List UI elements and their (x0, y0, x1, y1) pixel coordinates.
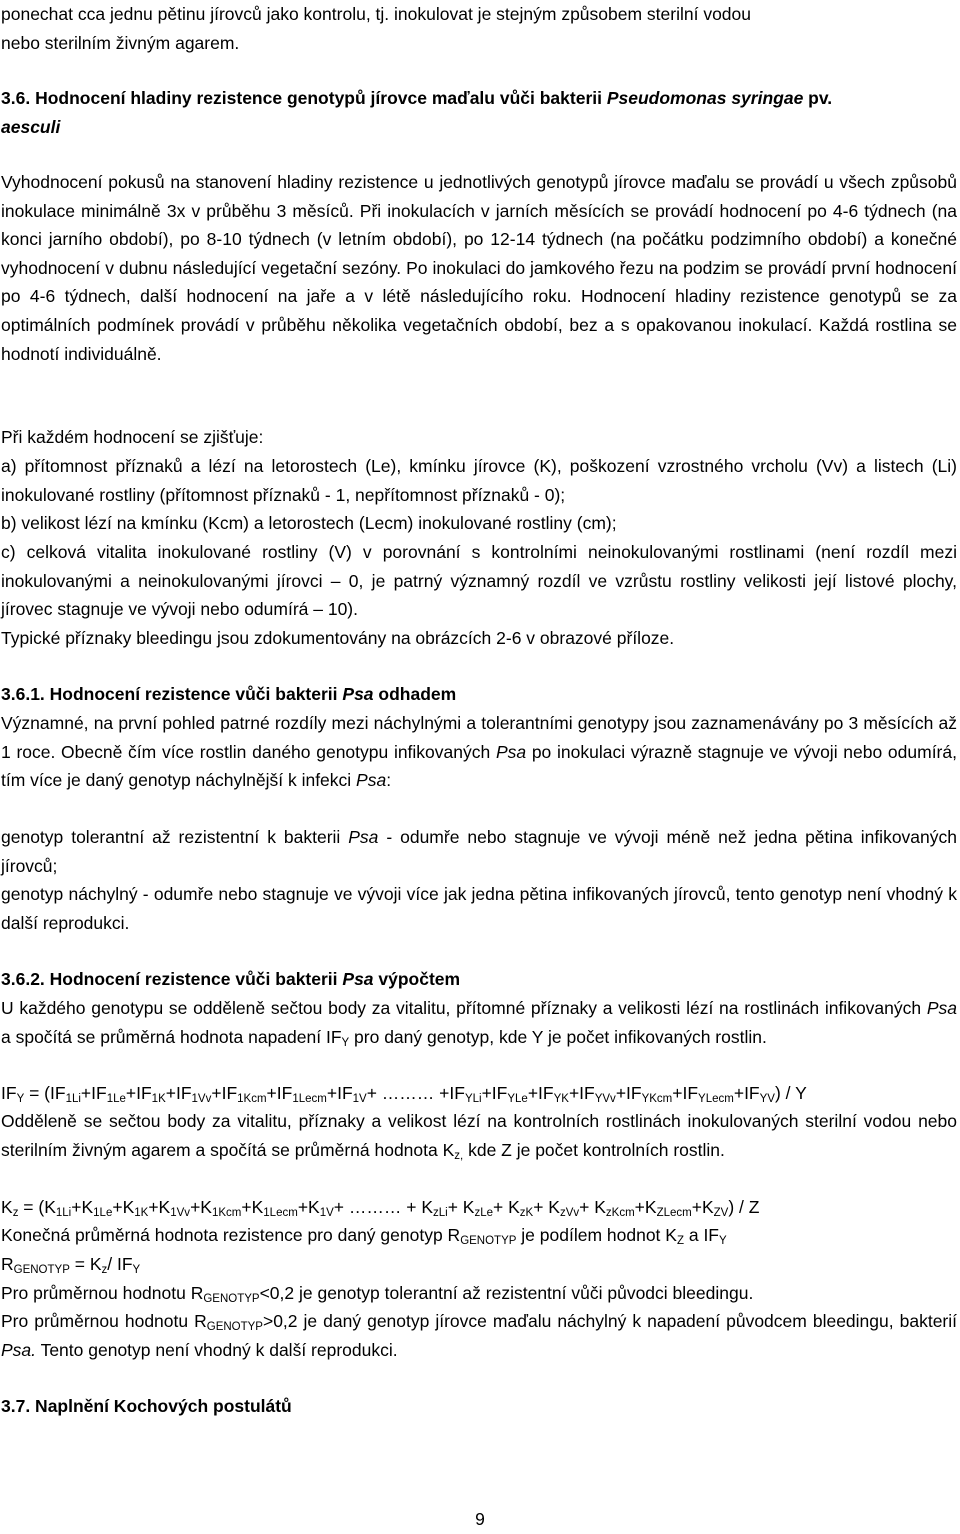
formula2-part: + K (493, 1197, 520, 1217)
formula2-part: +K (241, 1197, 264, 1217)
formula1-part: = (IF (24, 1083, 66, 1103)
formula1-part: 1Le (106, 1093, 126, 1105)
section-3-6-1-heading: 3.6.1. Hodnocení rezistence vůči bakterii Psa odhadem (1, 684, 457, 704)
formula1-part: ) / Y (774, 1083, 807, 1103)
evaluation-item-b: b) velikost lézí na kmínku (Kcm) a letorostech (Lecm) inokulované rostliny (cm); (1, 513, 617, 533)
formula2-part: +K (297, 1197, 320, 1217)
susceptible-genotype-definition: genotyp náchylný - odumře nebo stagnuje ve vývoji více jak jedna pětina infikovaných jírovců, tento genotyp není vhodný k další reprodukci. (1, 884, 957, 933)
evaluation-item-c: c) celková vitalita inokulované rostliny (V) v porovnání s kontrolními neinokulovanými rostlinami (není rozdíl mezi inokulovanými a neinokulovanými jírovci – 0, je patrný významný rozdíl ve vzrůstu rostliny velikosti její listové plochy, jírovec stagnuje ve vývoji nebo odumírá – 10). (1, 542, 957, 620)
formula2-part: 1Lecm (263, 1207, 298, 1219)
formula2-part: 1Vv (170, 1207, 191, 1219)
formula2-part: 1Li (55, 1207, 72, 1219)
formula-k-z (1, 1193, 957, 1222)
formula2-part: +K (691, 1197, 714, 1217)
tolerant-genotype-definition: genotyp tolerantní až rezistentní k bakterii Psa - odumře nebo stagnuje ve vývoji méně než jedna pětina infikovaných jírovců; (1, 827, 957, 876)
susceptible-threshold: Pro průměrnou hodnotu $R_{GENOTYP}>0,2$ je daný genotyp jírovce maďalu náchylný k napadení původcem bleedingu, bakterií Psa. Tento genotyp není vhodný k další reprodukci. (1, 1311, 958, 1360)
control-paragraph: Odděleně se sečtou body za vitalitu, příznaky a velikost lézí na kontrolních rostlinách inokulovaných sterilní vodou nebo sterilním živným agarem a spočítá se průměrná hodnota $K_{z,}$ kde Z je počet kontrolních rostlin. (1, 1111, 957, 1162)
formula2-part: 1Kcm (211, 1207, 242, 1219)
formula2-part: + K (579, 1197, 606, 1217)
formula2-part: zLe (474, 1207, 494, 1219)
formula1-part: +IF (80, 1083, 107, 1103)
formula2-part: 1K (134, 1207, 149, 1219)
formula1-part: +IF (211, 1083, 238, 1103)
formula2-part: ZV (713, 1207, 729, 1219)
formula1-part: +IF (165, 1083, 192, 1103)
section-3-6-1-paragraph: Významné, na první pohled patrné rozdíly mezi náchylnými a tolerantními genotypy jsou zaznamenávány po 3 měsících až 1 roce. Obecně čím více rostlin daného genotypu infikovaných Psa po inokulaci výrazně stagnuje ve vývoji nebo odumírá, tím více je daný genotyp náchylnější k infekci Psa: (1, 713, 957, 791)
formula1-part: IF (1, 1083, 17, 1103)
formula2-part: + ……… + K (333, 1197, 433, 1217)
formula2-part: K (1, 1197, 13, 1217)
formula2-part: 1Le (93, 1207, 113, 1219)
section-3-6-paragraph: Vyhodnocení pokusů na stanovení hladiny rezistence u jednotlivých genotypů jírovce maďalu se provádí u všech způsobů inokulace minimálně 3x v průběhu 3 měsíců. Při inokulacích v jarních měsících se provádí hodnocení po 4-6 týdnech (na konci jarního období), po 8-10 týdnech (v letním období), po 12-14 týdnech (na počátku podzimního období) a konečné vyhodnocení v dubnu následující vegetační sezóny. Po inokulaci do jamkového řezu na podzim se provádí první hodnocení po 4-6 týdnech, další hodnocení na jaře a v létě následujícího roku. Hodnocení hladiny rezistence genotypů se za optimálních podmínek provádí v průběhu několika vegetačních období, bez a s opakovanou inokulací. Každá rostlina se hodnotí individuálně. (1, 172, 957, 364)
formula1-part: YK (553, 1093, 569, 1105)
formula1-part: 1Kcm (237, 1093, 267, 1105)
formula2-part: z (12, 1207, 19, 1219)
formula1-part: +IF (125, 1083, 152, 1103)
formula1-part: +IF (615, 1083, 642, 1103)
formula2-part: 1V (319, 1207, 334, 1219)
section-3-6-heading: 3.6. Hodnocení hladiny rezistence genotypů jírovce maďalu vůči bakterii Pseudomonas syringae pv. aesculi (1, 88, 833, 137)
formula1-part: YLecm (698, 1093, 734, 1105)
formula1-part: YLi (464, 1093, 482, 1105)
formula1-part: +IF (481, 1083, 508, 1103)
formula1-part: +IF (672, 1083, 699, 1103)
formula-r-genotyp: $R_{GENOTYP} = K_z/$ $IF_Y$ (1, 1254, 141, 1276)
formula2-part: +K (190, 1197, 212, 1217)
formula2-part: + K (447, 1197, 475, 1217)
formula2-part: = (K (18, 1197, 56, 1217)
formula2-part: +K (634, 1197, 657, 1217)
formula2-part: zKcm (605, 1207, 635, 1219)
formula2-part: zK (519, 1207, 534, 1219)
section-3-7-heading: 3.7. Naplnění Kochových postulátů (1, 1396, 292, 1416)
formula1-part: + ……… +IF (366, 1083, 465, 1103)
formula1-part: +IF (527, 1083, 554, 1103)
formula2-part: zVv (559, 1207, 580, 1219)
formula1-part: 1Vv (191, 1093, 212, 1105)
formula1-part: Y (16, 1093, 25, 1105)
formula2-part: + K (533, 1197, 560, 1217)
formula1-part: 1V (352, 1093, 367, 1105)
formula1-part: +IF (568, 1083, 595, 1103)
formula1-part: YLe (507, 1093, 528, 1105)
formula2-part: zLi (433, 1207, 448, 1219)
intro-paragraph: ponechat cca jednu pětinu jírovců jako kontrolu, tj. inokulovat je stejným způsobem sterilní vodou nebo sterilním živným agarem. (1, 4, 752, 53)
evaluation-lead: Při každém hodnocení se zjišťuje: (1, 427, 264, 447)
formula2-part: +K (112, 1197, 135, 1217)
tolerant-threshold: Pro průměrnou hodnotu $R_{GENOTYP}<0,2$ je genotyp tolerantní až rezistentní vůči původci bleedingu. (1, 1283, 754, 1305)
formula1-part: 1Lecm (292, 1093, 327, 1105)
formula1-part: YVv (594, 1093, 616, 1105)
evaluation-item-a: a) přítomnost příznaků a lézí na letorostech (Le), kmínku jírovce (K), poškození vzrostného vrcholu (Vv) a listech (Li) inokulované rostliny (přítomnost příznaků - 1, nepřítomnost příznaků - 0); (1, 456, 957, 505)
formula2-part: +K (71, 1197, 94, 1217)
formula1-part: +IF (266, 1083, 293, 1103)
section-3-6-2-heading: 3.6.2. Hodnocení rezistence vůči bakterii Psa výpočtem (1, 969, 461, 989)
page-number: 9 (475, 1509, 485, 1529)
formula1-part: +IF (733, 1083, 760, 1103)
formula1-part: +IF (326, 1083, 353, 1103)
formula2-part: ZLecm (656, 1207, 692, 1219)
typical-symptoms-note: Typické příznaky bleedingu jsou zdokumentovány na obrázcích 2-6 v obrazové příloze. (1, 628, 675, 648)
formula1-part: YKcm (641, 1093, 673, 1105)
final-resistance-sentence: Konečná průměrná hodnota rezistence pro daný genotyp $R_{GENOTYP}$ je podílem hodnot $K_Z$ a $IF_Y$ (1, 1225, 727, 1247)
section-3-6-2-paragraph: U každého genotypu se odděleně sečtou body za vitalitu, přítomné příznaky a velikosti lézí na rostlinách infikovaných Psa a spočítá se průměrná hodnota napadení $IF_Y$ pro daný genotyp, kde Y je počet infikovaných rostlin. (1, 998, 957, 1049)
formula-if-y (1, 1079, 957, 1108)
formula2-part: +K (148, 1197, 171, 1217)
formula1-part: 1Li (65, 1093, 81, 1105)
formula1-part: 1K (151, 1093, 166, 1105)
formula2-part: ) / Z (728, 1197, 760, 1217)
formula1-part: YV (759, 1093, 775, 1105)
